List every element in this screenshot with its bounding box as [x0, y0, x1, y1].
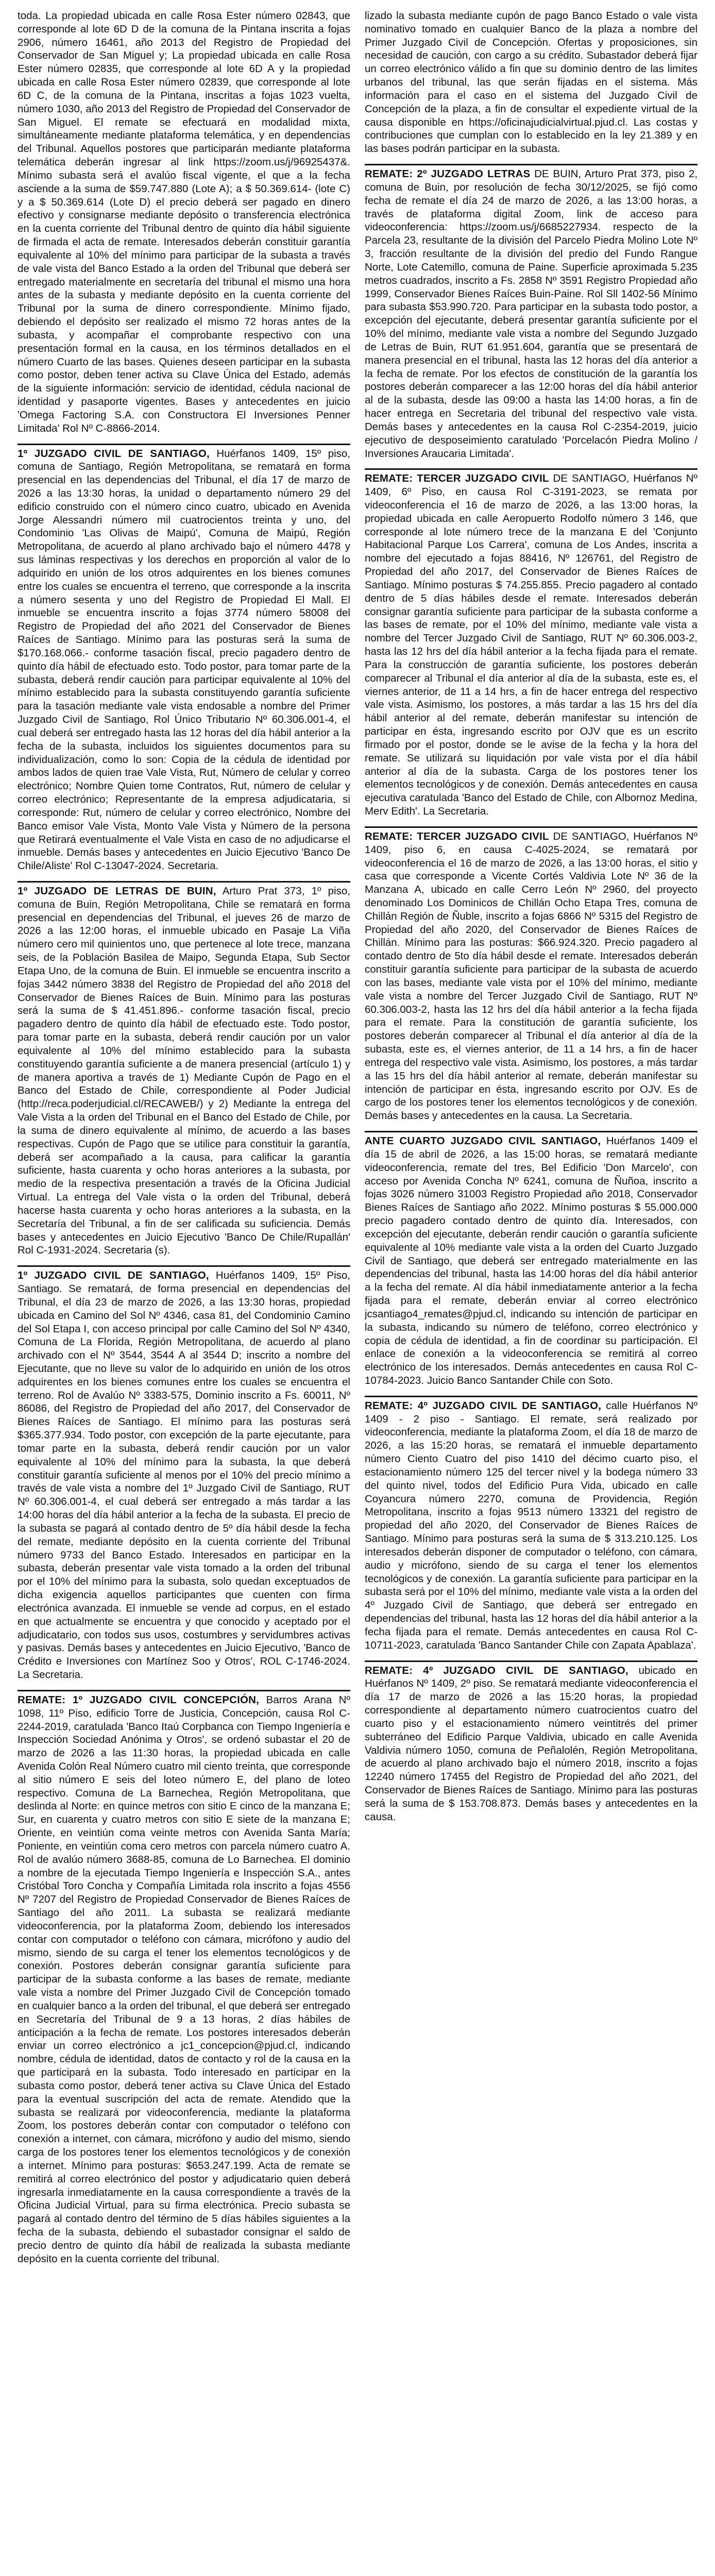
legal-notice	[18, 444, 350, 873]
legal-notice	[365, 9, 697, 156]
notice-title: 1º JUZGADO CIVIL DE SANTIAGO,	[18, 1269, 209, 1282]
legal-notice	[365, 164, 697, 460]
notice-body: Barros Arana Nº 1098, 11º Piso, edificio Torre de Justicia, Concepción, causa Rol C-2244-2019, caratulada 'Banco Itaú Corpbanca con Tiempo Ingeniería e Inspección Sociedad Anónima y Otros', se ordenó subastar el 20 de marzo de 2026 a las 11:30 horas, la propiedad ubicada en calle Avenida Colón Real Número cuatro mil ciento treinta, que corresponde al sitio número E seis del loteo número E, del plano de loteo respectivo. Comuna de La Barnechea, Región Metropolitana, que deslinda al Norte: en quince metros con sitio E cinco de la manzana E; Sur, en cuarenta y cuatro metros con sitio E siete de la manzana E; Oriente, en veintiún coma veinte metros con Avenida Santa María; Poniente, en veintiún coma cero metros con parcela número cuatro A. Rol de avalúo número 3688-85, comuna de Lo Barnechea. El dominio a nombre de la ejecutada Tiempo Ingeniería e Inspección S.A., antes Cristóbal Toro Concha y Compañía Limitada rola inscrito a fojas 4556 Nº 7207 del Registro de Propiedad Conservador de Bienes Raíces de Santiago del año 2011. La subasta se realizará mediante videoconferencia, por la plataforma Zoom, debiendo los interesados contar con computador o teléfono con cámara, micrófono y audio del mismo, siendo de su carga el tener los elementos tecnológicos y de conexión. Postores deberán consignar garantía suficiente para participar de la subasta conforme a las bases de remate, mediante vale vista a nombre del Primer Juzgado Civil de Concepción tomado en cualquier banco a la orden del tribunal, el que deberá ser entregado en Secretaría del Tribunal de 9 a 13 horas, 2 días hábiles de anticipación a la fecha de remate. Los postores interesados deberán enviar un correo electrónico a jc1_concepcion@pjud.cl, indicando nombre, cédula de identidad, datos de contacto y rol de la causa en la que participará en la subasta. Todo interesado en participar en la subasta como postor, deberá tener activa su Clave Única del Estado para la eventual suscripción del acta de remate. Atendido que la subasta se realizará por videoconferencia, mediante la plataforma Zoom, los postores deberán contar con computador o teléfono con conexión a internet, con cámara, micrófono y audio del mismo, siendo carga de los postores tener los elementos tecnológicos y de conexión a internet. Mínimo para posturas: $653.247.199. Acta de remate se remitirá al correo electrónico del postor y adjudicatario quien deberá ingresarla inmediatamente en la causa correspondiente a través de la Oficina Judicial Virtual, para su firma electrónica. Precio subasta se pagará al contado dentro del término de 5 días hábiles siguientes a la fecha de la subasta, debiendo el subastador consignar el saldo de precio dentro de quinto día hábil de realizada la subasta mediante depósito en la cuenta corriente del tribunal.	[18, 1693, 350, 2265]
notice-body: DE SANTIAGO, Huérfanos Nº 1409, piso 6, en causa C-4025-2024, se rematará por videoconferencia el 16 de marzo de 2026, a las 13:00 horas, el sitio y casa que corresponde a Vicente Cortés Valdivia Lote Nº 36 de la Manzana A, ubicado en calle Cerro León Nº 2960, del proyecto denominado Los Dominicos de Chillán Ocho Etapa Tres, comuna de Chillán Región de Ñuble, inscrito a fojas 6866 Nº 5315 del Registro de Propiedad del año 2020, del Conservador de Bienes Raíces de Chillán. Mínimo para las posturas: $66.924.320. Precio pagadero al contado dentro de 5to día hábil desde el remate. Interesados deberán constituir garantía suficiente para participar de la subasta de acuerdo con las bases, mediante vale vista por el 10% del mínimo, mediante vale vista a nombre del Tercer Juzgado Civil de Santiago, RUT Nº 60.306.003-2, hasta las 12 hrs del día hábil anterior a la fecha fijada para el remate. Para la constitución de garantía suficiente, los postores deberán comparecer al Tribunal el día anterior al día de la subasta, este es, el viernes anterior, de 11 a 14 hrs, a fin de hacer entrega del respectivo vale vista. Asimismo, los postores, a más tardar a las 15 hrs del día hábil anterior al remate, deberán manifestar su intención de participar en ésta, ingresando escrito por OJV. Es de cargo de los postores tener los elementos tecnológicos y de conexión. Demás bases y antecedentes en la causa. La Secretaria.	[365, 830, 697, 1122]
notice-body: Arturo Prat 373, 1º piso, comuna de Buin, Región Metropolitana, Chile se rematará en forma presencial en dependencias del Tribunal, el jueves 26 de marzo de 2026 a las 12:00 horas, el inmueble ubicado en Pasaje La Viña número cero mil quinientos uno, que pertenece al lote trece, manzana seis, de la Población Basilea de Maipo, Segunda Etapa, Sub Sector Etapa Uno, de la comuna de Buin. El inmueble se encuentra inscrito a fojas 3442 número 3838 del Registro de Propiedad del año 2018 del Conservador de Bienes Raíces de Buin. Mínimo para las posturas será la suma de $ 41.451.896.- conforme tasación fiscal, precio pagadero dentro de quinto día hábil de efectuado este. Todo postor, para tomar parte en la subasta, deberá rendir caución por un valor equivalente al 10% del mínimo establecido para la subasta constituyendo garantía suficiente a de manera presencial (artículo 1) y de manera aportiva a través de 1) Mediante Cupón de Pago en el Banco del Estado de Chile, correspondiente al Poder Judicial (http://reca.poderjudicial.cl/RECAWEB/) y 2) Mediante la entrega del Vale Vista a la orden del Tribunal en el Banco del Estado de Chile, por la suma de dinero equivalente al mínimo, de acuerdo a las bases respectivas. Cupón de Pago que se utilice para constituir la garantía, deberá ser acompañado a la causa, para calificar la garantía suficiente, hasta cuarenta y ocho horas anteriores a la subasta, por medio de la respectiva presentación a través de la Oficina Judicial Virtual. La entrega del Vale vista o la orden del Tribunal, deberá hacerse hasta cuarenta y ocho horas anteriores a la subasta, en la Secretaría del Tribunal, a fin de ser calificada su suficiencia. Demás bases y antecedentes en Juicio Ejecutivo 'Banco De Chile/Rupallán' Rol C-1931-2024. Secretaria (s).	[18, 885, 350, 1257]
legal-notice	[365, 826, 697, 1123]
left-column	[18, 9, 350, 2576]
notice-body: Huérfanos 1409, 15º piso, comuna de Santiago, Región Metropolitana, se rematará en forma presencial en las dependencias del Tribunal, el día 17 de marzo de 2026 a las 13:30 horas, la unidad o departamento número 29 del edificio construido con el número cinco cuatro, ubicado en Avenida Jorge Alessandri número mil cuatrocientos treinta y uno, del Condominio 'Las Olivas de Maipú', Comuna de Maipú, Región Metropolitana, de acuerdo al plano archivado bajo el número 4478 y sus láminas respectivas y los derechos en proporción al valor de lo adquirido en unión de los otros adquirentes en los bienes comunes entre los cuales se encuentra el terreno, que corresponde a la inscrita a número sesenta y uno del Registro de Propiedad El Mall. El inmueble se encuentra inscrito a fojas 3774 número 58008 del Registro de Propiedad del año 2021 del Conservador de Bienes Raíces de Santiago. Mínimo para las posturas será la suma de $170.168.066.- conforme tasación fiscal, precio pagadero dentro de quinto día hábil de efectuado esto. Todo postor, para tomar parte de la subasta, deberá rendir caución para participar equivalente al 10% del mínimo establecido para la subasta constituyendo garantía suficiente para la tasación mediante vale vista endosable a nombre del Primer Juzgado Civil de Santiago, Rol Único Tributario Nº 60.306.001-4, el cual deberá ser entregado hasta las 12 horas del día hábil anterior a la fecha de la subasta, incluidos los siguientes documentos para su individualización, como lo son: Copia de la cédula de identidad por ambos lados de quien trae Vale Vista, Rut, Número de celular y correo electrónico; Nombre Quien tome Contratos, Rut, número de celular y correo electrónico; Representante de la empresa adjudicataria, si corresponde: Rut, número de celular y correo electrónico, Nombre del Banco emisor Vale Vista, Monto Vale Vista y Número de la persona que Retirará eventualmente el Vale Vista en caso de no adjudicarse el inmueble. Demás bases y antecedentes en Juicio Ejecutivo 'Banco De Chile/Aliste' Rol C-13047-2024. Secretaria.	[18, 447, 350, 872]
notice-title: 1º JUZGADO CIVIL DE SANTIAGO,	[18, 447, 210, 460]
notice-title: REMATE: 4º JUZGADO CIVIL DE SANTIAGO,	[365, 1399, 602, 1412]
notice-body: toda. La propiedad ubicada en calle Rosa Ester número 02843, que corresponde al lote 6D D de la comuna de la Pintana inscrita a fojas 2906, número 16461, año 2013 del Registro de Propiedad del Conservador de San Miguel y; La propiedad ubicada en calle Rosa Ester número 02835, que corresponde al lote 6D A y la propiedad ubicada en calle Rosa Ester número 02839, que corresponde al lote 6D C, de la comuna de la Pintana, inscritas a fojas 1023 vuelta, número 1030, año 2013 del Registro de Propiedad del Conservador de San Miguel. El remate se efectuará en modalidad mixta, simultáneamente mediante plataforma telemática, y en dependencias del Tribunal. Aquellos postores que participarán mediante plataforma telemática deberán ingresar al link https://zoom.us/j/96925437&. Mínimo subasta será el avalúo fiscal vigente, el que a la fecha asciende a la suma de $59.747.880 (Lote A); a $ 50.369.614- (lote C) y a $ 50.369.614 (Lote D) el precio deberá ser pagado en dinero efectivo y consignarse mediante depósito o transferencia electrónica en la cuenta corriente del Tribunal dentro de quinto día hábil siguiente de firmada el acta de remate. Interesados deberán constituir garantía equivalente al 10% del mínimo para participar de la subasta a través de vale vista del Banco Estado a la orden del Tribunal que deberá ser entregado materialmente en secretaría del tribunal el mismo una hora antes de la subasta y mediante depósito en la cuenta corriente del Tribunal por la suma de dinero correspondiente. Mínimo fijado, debiendo el depósito ser realizado el mismo 72 horas antes de la subasta, y acompañar el comprobante respectivo con una presentación formal en la causa, en los términos detallados en el número Cuarto de las bases. Quienes deseen participar en la subasta como postor, deben tener activa su Clave Única del Estado, además de la siguiente información: servicio de identidad, cédula nacional de identidad y pasaporte vigentes. Bases y antecedentes en juicio 'Omega Factoring S.A. con Constructora El Inversiones Penner Limitada' Rol Nº C-8866-2014.	[18, 10, 350, 434]
notices-columns	[18, 9, 697, 2576]
legal-notice	[18, 881, 350, 1257]
notice-title: REMATE: 2º JUZGADO LETRAS	[365, 168, 531, 180]
notice-body: DE SANTIAGO, Huérfanos Nº 1409, 6º Piso, en causa Rol C-3191-2023, se remata por videoconferencia el 16 de marzo de 2026, a las 13:00 horas, la propiedad ubicada en calle Aeropuerto Rodolfo número 3 146, que corresponde al lote número trece de la manzana E del 'Conjunto Habitacional Parque Los Carrera', comuna de Los Andes, inscrita a nombre del ejecutado a fojas 88416, Nº 126761, del Registro de Propiedad del año 2017, del Conservador de Bienes Raíces de Santiago. Mínimo posturas $ 74.255.855. Precio pagadero al contado dentro de 5 días hábiles desde el remate. Interesados deberán consignar garantía suficiente para participar de la subasta conforme a las bases de remate, por el 10% del mínimo, mediante vale vista a nombre del Tercer Juzgado Civil de Santiago, RUT Nº 60.306.003-2, hasta las 12 hrs del día hábil anterior a la fecha fijada para el remate. Para la construcción de garantía suficiente, los postores deberán comparecer al Tribunal el día anterior al día de la subasta, este es, el viernes anterior, de 11 a 14 hrs, a fin de hacer entrega del respectivo vale vista. Asimismo, los postores, a más tardar a las 15 hrs del día hábil anterior al del remate, deberán manifestar su intención de participar en ésta, ingresando escrito por OJV que es un escrito firmado por el postor, donde se le avise de la fecha y la hora del remate. Se utilizará su liquidación por vale vista por el día hábil anterior al día de la subasta. Carga de los postores tener los elementos tecnológicos y de conexión. Demás antecedentes en causa ejecutiva caratulada 'Banco del Estado de Chile, con Albornoz Medina, Merv Edith'. La Secretaria.	[365, 472, 697, 818]
notice-title: REMATE: TERCER JUZGADO CIVIL	[365, 472, 549, 485]
legal-notice	[18, 1690, 350, 2266]
notice-body: calle Huérfanos Nº 1409 - 2 piso - Santiago. El remate, será realizado por videoconferencia, mediante la plataforma Zoom, el día 18 de marzo de 2026, a las 15:20 horas, se rematará el inmueble departamento número Ciento Cuatro del piso 1410 del décimo cuarto piso, el estacionamiento número 125 del tercer nivel y la bodega número 33 del quinto nivel, todos del Edificio Pura Vida, ubicado en calle Coyancura número 2270, comuna de Providencia, Región Metropolitana, inscrito a fojas 9513 número 13321 del registro de propiedad del año 2020, del Conservador de Bienes Raíces de Santiago. Mínimo para posturas será la suma de $ 313.210.125. Los interesados deberán disponer de computador o teléfono, con cámara, audio y micrófono, siendo de su carga el tener los elementos tecnológicos y de conexión. La garantía suficiente para participar en la subasta será por el 10% del mínimo, mediante vale vista a la orden del 4º Juzgado Civil de Santiago, que deberá ser entregado en dependencias del tribunal, hasta las 12 horas del día hábil anterior a la fecha fijada para el remate. Demás antecedentes en causa Rol C-10711-2023, caratulada 'Banco Santander Chile con Zapata Apablaza'.	[365, 1399, 697, 1651]
notice-body: Huérfanos 1409, 15º Piso, Santiago. Se rematará, de forma presencial en dependencias del Tribunal, el día 23 de marzo de 2026, a las 13:30 horas, propiedad ubicada en Camino del Sol Nº 4346, casa 81, del Condominio Camino del Sol Etapa I, con acceso principal por calle Camino del Sol Nº 4340, Comuna de La Florida, Región Metropolitana, de acuerdo al plano archivado con el Nº 3544, 3544 A al 3544 D; inscrito a nombre del Ejecutante, que no lleve su valor de lo adquirido en unión de los otros adquirentes en los bienes comunes entre los cuales se encuentra el terreno. Rol de Avalúo Nº 3383-575, Dominio inscrito a Fs. 60011, Nº 86086, del Registro de Propiedad del año 2017, del Conservador de Bienes Raíces de Santiago. El mínimo para las posturas será $365.377.934. Todo postor, con excepción de la parte ejecutante, para tomar parte en la subasta, deberá rendir caución por un valor equivalente al 10% del mínimo para la subasta, la que deberá constituir garantía suficiente al menos por el 10% del precio mínimo a través de vale vista a nombre del 1º Juzgado Civil de Santiago, RUT Nº 60.306.001-4, el cual deberá ser entregado a más tardar a las 14:00 horas del día hábil anterior a la fecha de la subasta. El precio de la subasta se pagará al contado dentro de 5º día hábil desde la fecha del remate, mediante depósito en la cuenta corriente del Tribunal número 9733 del Banco Estado. Interesados en participar en la subasta, deberán presentar vale vista tomado a la orden del tribunal por el 10% del mínimo para la subasta, solo quedan exceptuados de dicha exigencia aquellos participantes que cuenten con firma electrónica avanzada. El inmueble se vende ad corpus, en el estado en que actualmente se encuentra y que conocido y aceptado por el adjudicatario, con todos sus usos, costumbres y servidumbres activas y pasivas. Demás bases y antecedentes en Juicio Ejecutivo, 'Banco de Crédito e Inversiones con Martínez Soo y Otros', ROL C-1746-2024. La Secretaria.	[18, 1269, 350, 1681]
notice-body: DE BUIN, Arturo Prat 373, piso 2, comuna de Buin, por resolución de fecha 30/12/2025, se fijó como fecha de remate el día 24 de marzo de 2026, a las 13:00 horas, a través de plataforma digital Zoom, link de acceso para videoconferencia: https://zoom.us/j/6685227934. respecto de la Parcela 23, resultante de la división del Parcelo Piedra Molino Lote Nº 3, fracción resultante de la división del predio del Fundo Rangue Norte, Lote Catemillo, comuna de Paine. Superficie aproximada 5.235 metros cuadrados, inscrito a Fs. 2858 Nº 3591 Registro Propiedad año 1999, Conservador Bienes Raíces Buin-Paine. Rol Sll 1402-56 Mínimo para subasta $53.990.720. Para participar en la subasta todo postor, a excepción del ejecutante, deberá presentar garantía suficiente por el 10% del mínimo, mediante vale vista a nombre del Segundo Juzgado de Letras de Buin, RUT 61.951.604, garantía que se presentará de manera presencial en el tribunal, hasta las 12 horas del día anterior a la fecha de remate. Por los efectos de constitución de la garantía los postores deberán comparecer a las 12:00 horas del día hábil anterior al de la subasta, desde las 09:00 a hasta las 14:00 horas, a fin de hacer entrega en Secretaria del tribunal del respectivo vale vista. Demás bases y antecedentes en la causa Rol C-2354-2019, juicio ejecutivo de desposeimiento caratulado 'Porcelacón Piedra Molino / Inversiones Araucaria Limitada'.	[365, 168, 697, 460]
notice-title: 1º JUZGADO DE LETRAS DE BUIN,	[18, 885, 216, 897]
legal-notice	[18, 9, 350, 435]
notice-title: REMATE: 4º JUZGADO CIVIL DE SANTIAGO,	[365, 1664, 628, 1676]
legal-notice	[365, 468, 697, 818]
notice-body: Huérfanos 1409 el día 15 de abril de 2026, a las 15:00 horas, se rematará mediante videoconferencia, remate del tres, Bel Edificio 'Don Marcelo', con acceso por Avenida Concha Nº 6241, comuna de Ñuñoa, inscrito a fojas 3026 número 31003 Registro Propiedad año 2018, Conservador Bienes Raíces de Santiago año 2022. Mínimo posturas $ 55.000.000 precio pagadero contado dentro de quinto día. Interesados, con excepción del ejecutante, deberán rendir caución o garantía suficiente equivalente al 10% mediante vale vista a la orden del Cuarto Juzgado Civil de Santiago, que deberá ser entregado materialmente en las dependencias del tribunal, hasta las 14:00 horas del día hábil anterior a la fecha del remate. Al día hábil inmediatamente anterior a la fecha fijada para el remate, deberán enviar al correo electrónico jcsantiago4_remates@pjud.cl, indicando su intención de participar en la subasta, indicando su número de teléfono, correo electrónico y copia de cédula de identidad, a fin de coordinar su participación. El enlace de conexión a la videoconferencia se remitirá al correo electrónico de los interesados. Demás antecedentes en causa Rol C-10784-2023. Juicio Banco Santander Chile con Soto.	[365, 1135, 697, 1386]
notice-title: ANTE CUARTO JUZGADO CIVIL SANTIAGO,	[365, 1135, 601, 1147]
legal-notice	[365, 1396, 697, 1652]
notice-title: REMATE: TERCER JUZGADO CIVIL	[365, 830, 549, 842]
legal-notice	[365, 1131, 697, 1387]
legal-notice	[18, 1265, 350, 1682]
notice-body: ubicado en Huérfanos Nº 1409, 2º piso. Se rematará mediante videoconferencia el día 17 de marzo de 2026 a las 15:20 horas, la propiedad correspondiente al departamento número cuatrocientos cuatro del cuarto piso y el estacionamiento número veintitrés del primer subterráneo del Edificio Parque Valdivia, ubicado en calle Avenida Valdivia número 1050, comuna de Peñalolén, Región Metropolitana, de acuerdo al plano archivado bajo el número 2018, inscrito a fojas 12240 número 17455 del Registro de Propiedad del año 2021, del Conservador de Bienes Raíces de Santiago. Mínimo para las posturas será la suma de $ 153.708.873. Demás bases y antecedentes en la causa.	[365, 1664, 697, 1823]
notice-title: REMATE: 1º JUZGADO CIVIL CONCEPCIÓN,	[18, 1693, 260, 1706]
legal-notice	[365, 1660, 697, 1824]
notice-body: lizado la subasta mediante cupón de pago Banco Estado o vale vista nominativo tomado en cualquier Banco de la plaza a nombre del Primer Juzgado Civil de Concepción. Ofertas y proposiciones, sin necesidad de caución, con cargo a su crédito. Subastador deberá fijar un correo electrónico válido a fin que su dominio dentro de las limites urbanos del tribunal, las que serán fijadas en el sistema. Más información para el caso en el sistema del Juzgado Civil de Concepción de la plaza, a fin de consultar el expediente virtual de la causa disponible en https://oficinajudicialvirtual.pjud.cl. Las costas y contribuciones que cumplan con lo establecido en la ley 21.389 y en las bases podrán participar en la subasta.	[365, 10, 697, 155]
right-column	[365, 9, 697, 2576]
